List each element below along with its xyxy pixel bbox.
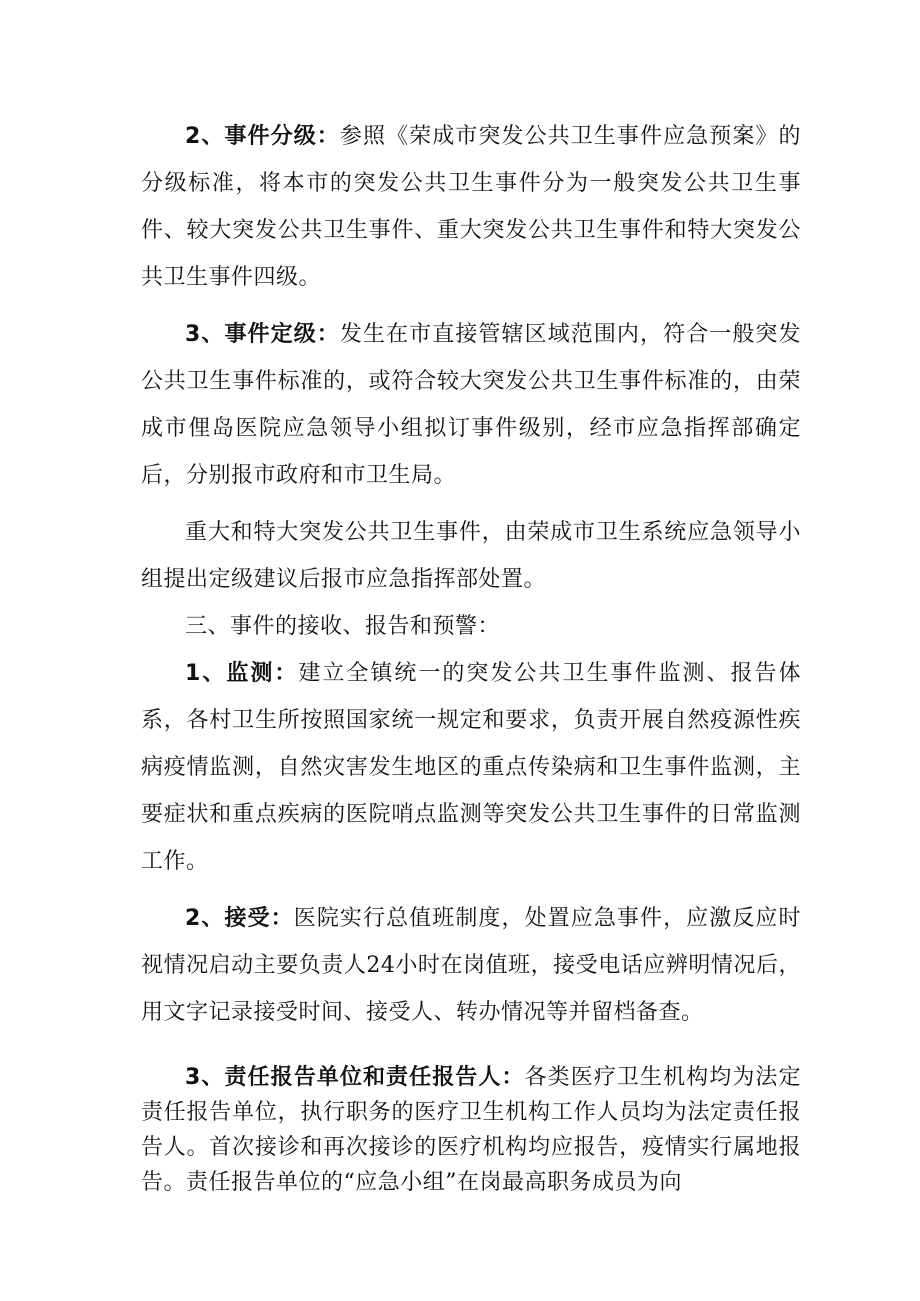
heading-event-level: 3、事件定级： (185, 322, 340, 347)
body-event-grading: 参照《荣成市突发公共卫生事件应急预案》的分级标准，将本市的突发公共卫生事件分为一般突发公共卫生事件、较大突发公共卫生事件、重大突发公共卫生事件和特大突发公共卫生事件四级。 (141, 124, 801, 290)
document-page (141, 113, 801, 1200)
paragraph-major-events (141, 509, 801, 603)
heading-responsible-reporter: 3、责任报告单位和责任报告人： (185, 1065, 525, 1090)
heading-monitoring: 1、监测： (185, 661, 299, 686)
body-event-level: 发生在市直接管辖区域范围内，符合一般突发公共卫生事件标准的，或符合较大突发公共卫生事件标准的，由荣成市俚岛医院应急领导小组拟订事件级别，经市应急指挥部确定后，分别报市政府和市卫生局。 (141, 322, 801, 488)
heading-event-grading: 2、事件分级： (185, 124, 340, 149)
body-monitoring: 建立全镇统一的突发公共卫生事件监测、报告体系，各村卫生所按照国家统一规定和要求，负责开展自然疫源性疾病疫情监测，自然灾害发生地区的重点传染病和卫生事件监测，主要症状和重点疾病的医院哨点监测等突发公共卫生事件的日常监测工作。 (141, 661, 801, 874)
body-responsible-reporter: 各类医疗卫生机构均为法定责任报告单位，执行职务的医疗卫生机构工作人员均为法定责任报告人。首次接诊和再次接诊的医疗机构均应报告，疫情实行属地报告。责任报告单位的“应急小组”在岗最高职务成员为向 (141, 1065, 801, 1195)
paragraph-responsible-reporter (141, 1060, 801, 1200)
heading-receiving: 2、接受： (185, 906, 294, 931)
paragraph-receiving (141, 895, 801, 1036)
section-heading-receive-report (141, 603, 801, 650)
paragraph-event-level (141, 311, 801, 499)
paragraph-event-grading (141, 113, 801, 301)
heading-receive-report: 三、事件的接收、报告和预警： (185, 614, 501, 639)
body-receiving: 医院实行总值班制度，处置应急事件，应激反应时视情况启动主要负责人24小时在岗值班，接受电话应辨明情况后，用文字记录接受时间、接受人、转办情况等并留档备查。 (141, 906, 801, 1025)
body-major-events: 重大和特大突发公共卫生事件，由荣成市卫生系统应急领导小组提出定级建议后报市应急指挥部处置。 (141, 520, 801, 592)
paragraph-monitoring (141, 650, 801, 885)
